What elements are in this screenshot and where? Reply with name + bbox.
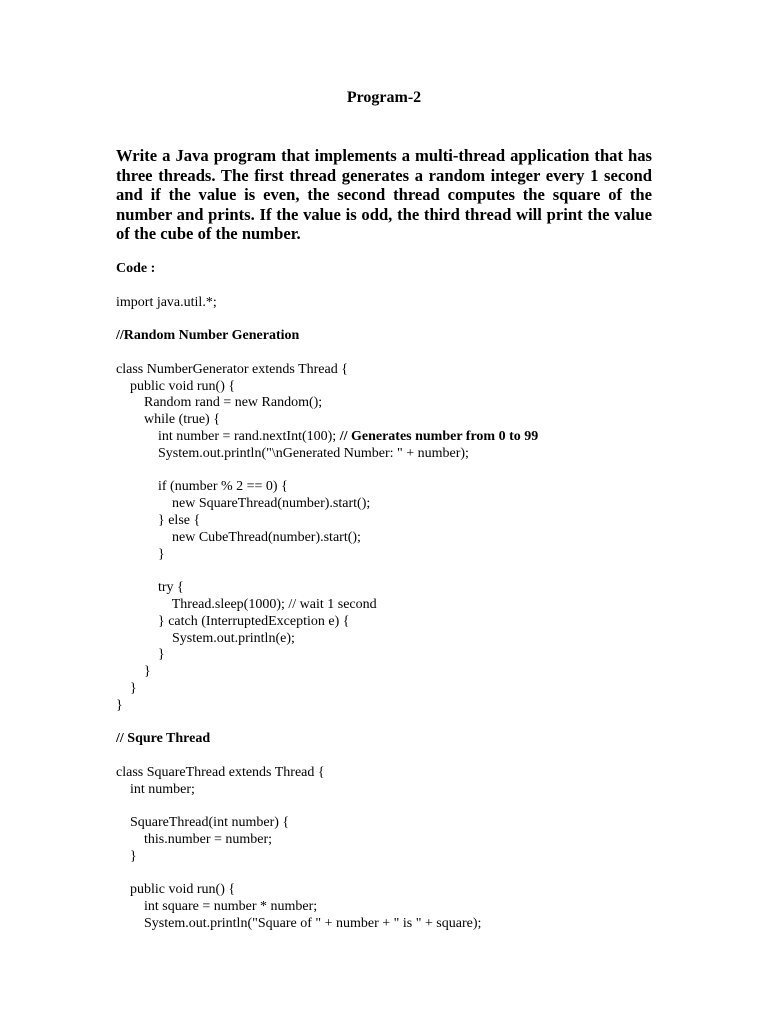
import-statement: import java.util.*; — [116, 294, 217, 310]
code-line — [116, 429, 716, 446]
code-line: } catch (InterruptedException e) { — [116, 613, 350, 629]
code-line: try { — [116, 580, 184, 596]
code-line: System.out.println("\nGenerated Number: " + number); — [116, 445, 469, 461]
code-line: } — [116, 697, 123, 713]
section-heading-random: //Random Number Generation — [116, 328, 300, 344]
code-line: Random rand = new Random(); — [116, 395, 323, 411]
code-line: } — [116, 680, 137, 696]
code-comment: // Generates number from 0 to 99 — [339, 428, 539, 444]
code-line: int square = number * number; — [116, 899, 318, 915]
code-line: new CubeThread(number).start(); — [116, 529, 361, 545]
code-line: public void run() { — [116, 378, 236, 394]
code-line: int number; — [116, 781, 195, 797]
section-heading-square: // Squre Thread — [116, 731, 211, 747]
code-line: } — [116, 546, 165, 562]
code-line: } — [116, 647, 165, 663]
code-statement: int number = rand.nextInt(100); — [116, 428, 340, 444]
code-line: this.number = number; — [116, 832, 273, 848]
program-title: Program-2 — [346, 89, 422, 106]
code-line: if (number % 2 == 0) { — [116, 479, 288, 495]
code-line: class SquareThread extends Thread { — [116, 764, 325, 780]
code-line: public void run() { — [116, 882, 236, 898]
code-line: System.out.println(e); — [116, 630, 295, 646]
code-line: SquareThread(int number) { — [116, 815, 290, 831]
code-line: } — [116, 848, 137, 864]
problem-statement: Write a Java program that implements a multi-thread application that has three threads. The first thread generates a random integer every 1 second and if the value is even, the second thread computes the square of the number and prints. If the value is odd, the third thread will print the value of the cube of the number. — [116, 146, 652, 244]
code-section — [116, 261, 716, 933]
code-label: Code : — [116, 261, 156, 276]
code-line: } — [116, 664, 151, 680]
code-line: } else { — [116, 512, 201, 528]
code-line: System.out.println("Square of " + number + " is " + square); — [116, 916, 482, 932]
code-line: while (true) { — [116, 412, 220, 428]
code-line: Thread.sleep(1000); // wait 1 second — [116, 596, 377, 612]
code-line: new SquareThread(number).start(); — [116, 496, 371, 512]
code-line: class NumberGenerator extends Thread { — [116, 361, 348, 377]
